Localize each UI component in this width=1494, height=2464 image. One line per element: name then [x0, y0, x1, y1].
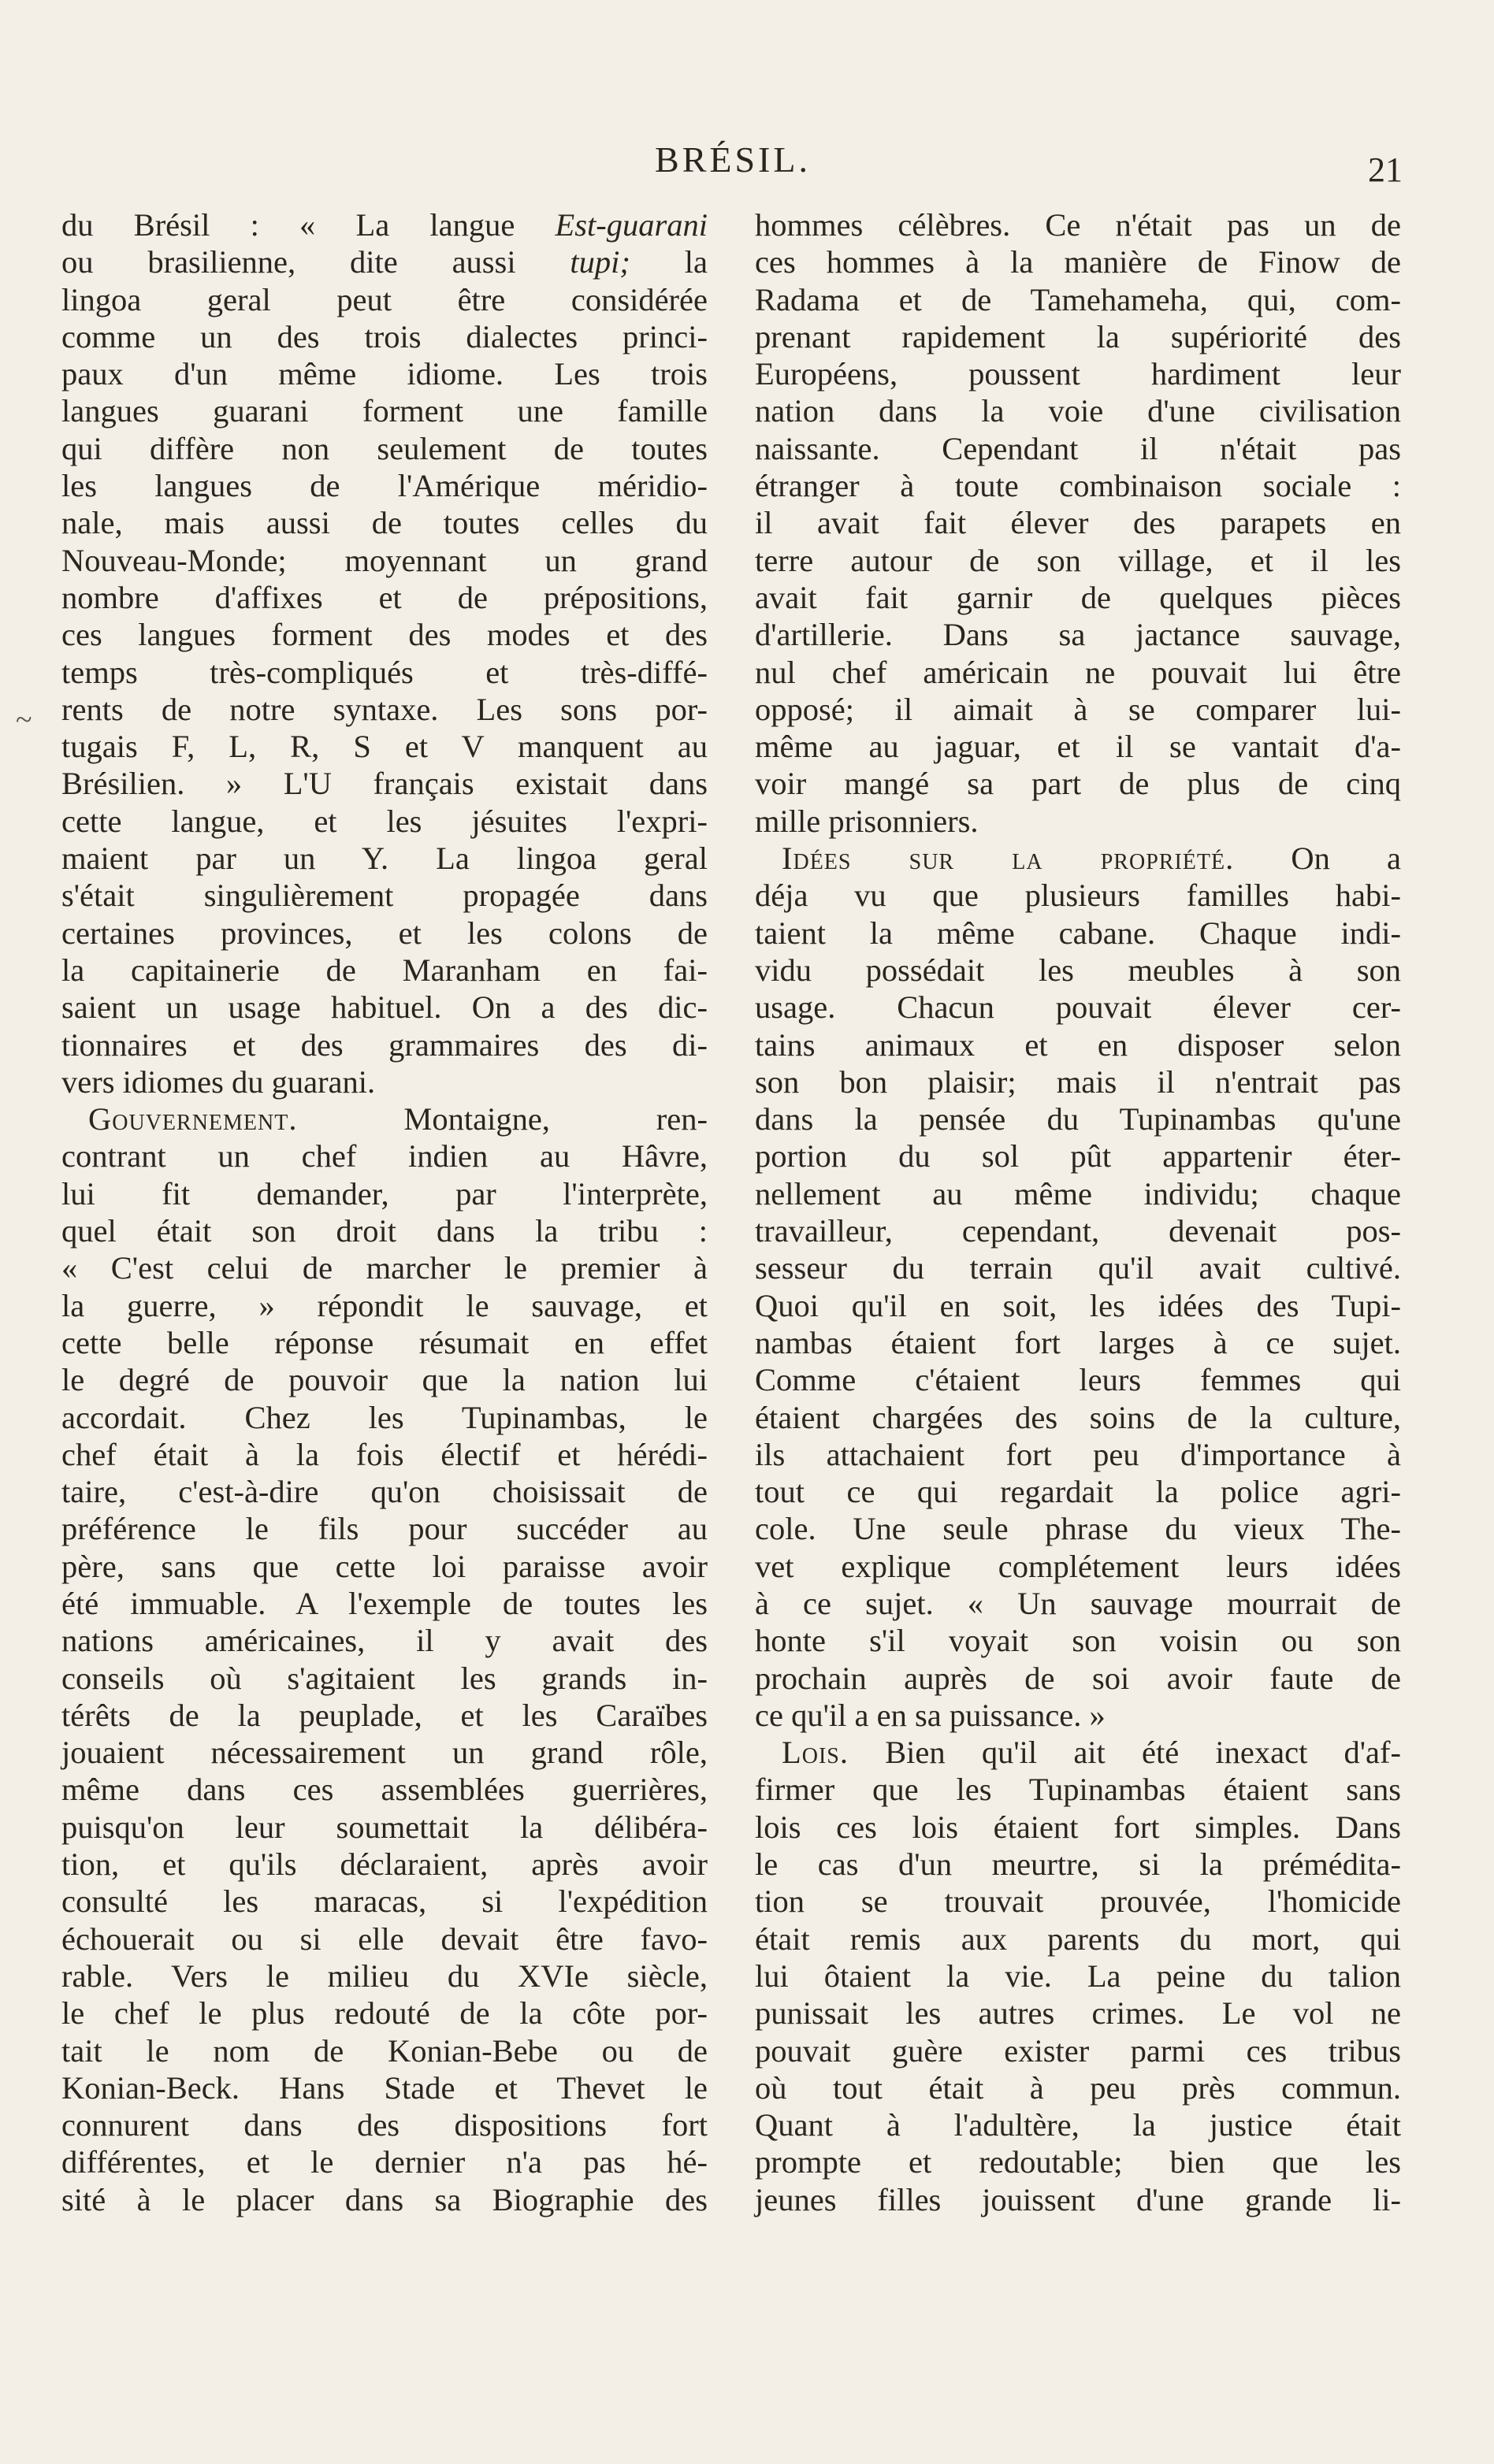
text-line: jeunes filles jouissent d'une grande li-	[755, 2181, 1401, 2217]
text-line: cette belle réponse résumait en effet	[61, 1324, 708, 1360]
text-line: préférence le fils pour succéder au	[61, 1511, 708, 1547]
text-line: Konian-Beck. Hans Stade et Thevet le	[61, 2069, 708, 2106]
text-line: voir mangé sa part de plus de cinq	[755, 766, 1401, 802]
text-line: jouaient nécessairement un grand rôle,	[61, 1735, 708, 1771]
text-line: Quoi qu'il en soit, les idées des Tupi-	[755, 1287, 1401, 1323]
text-line: térêts de la peuplade, et les Caraïbes	[61, 1697, 708, 1733]
text-line: vers idiomes du guarani.	[61, 1063, 376, 1100]
text-line: où tout était à peu près commun.	[755, 2069, 1401, 2106]
page-header	[63, 139, 1403, 194]
text-line: qui diffère non seulement de toutes	[61, 430, 708, 466]
text-line: nellement au même individu; chaque	[755, 1175, 1401, 1212]
text-line: été immuable. A l'exemple de toutes les	[61, 1585, 708, 1621]
text-line: son bon plaisir; mais il n'entrait pas	[755, 1063, 1401, 1100]
text-line: lui ôtaient la vie. La peine du talion	[755, 1957, 1401, 1994]
text-line: tion, et qu'ils déclaraient, après avoir	[61, 1846, 708, 1883]
text-line: firmer que les Tupinambas étaient sans	[755, 1772, 1401, 1808]
text-line: père, sans que cette loi paraisse avoir	[61, 1548, 708, 1584]
text-line: lois ces lois étaient fort simples. Dans	[755, 1809, 1401, 1845]
text-line: naissante. Cependant il n'était pas	[755, 430, 1401, 466]
text-line: nambas étaient fort larges à ce sujet.	[755, 1324, 1401, 1360]
text-line: échouerait ou si elle devait être favo-	[61, 1920, 708, 1957]
text-line: langues guarani forment une famille	[61, 393, 708, 429]
text-line: tait le nom de Konian-Bebe ou de	[61, 2032, 708, 2069]
text-line: les langues de l'Amérique méridio-	[61, 468, 708, 504]
text-line: nations américaines, il y avait des	[61, 1623, 708, 1659]
text-line: consulté les maracas, si l'expédition	[61, 1883, 708, 1920]
text-line: pouvait guère exister parmi ces tribus	[755, 2032, 1401, 2069]
right-text-column	[755, 206, 1401, 2218]
text-line: nale, mais aussi de toutes celles du	[61, 505, 708, 541]
text-line: ces hommes à la manière de Finow de	[755, 244, 1401, 280]
text-line: quel était son droit dans la tribu :	[61, 1213, 708, 1249]
text-line: « C'est celui de marcher le premier à	[61, 1250, 708, 1286]
text-line: Européens, poussent hardiment leur	[755, 356, 1401, 392]
text-line: tionnaires et des grammaires des di-	[61, 1026, 708, 1063]
text-line: la capitainerie de Maranham en fai-	[61, 952, 708, 988]
left-text-column	[61, 206, 708, 2218]
text-line: tains animaux et en disposer selon	[755, 1026, 1401, 1063]
text-line: connurent dans des dispositions fort	[61, 2107, 708, 2143]
text-line: accordait. Chez les Tupinambas, le	[61, 1399, 708, 1435]
page-number: 21	[1368, 150, 1403, 189]
text-line: punissait les autres crimes. Le vol ne	[755, 1995, 1401, 2032]
text-line: étaient chargées des soins de la culture,	[755, 1399, 1401, 1435]
text-line: Comme c'étaient leurs femmes qui	[755, 1362, 1401, 1398]
text-line: taient la même cabane. Chaque indi-	[755, 915, 1401, 951]
text-line: le cas d'un meurtre, si la prémédita-	[755, 1846, 1401, 1883]
text-line: paux d'un même idiome. Les trois	[61, 356, 708, 392]
margin-mark: ~	[16, 703, 32, 737]
text-line: tout ce qui regardait la police agri-	[755, 1474, 1401, 1510]
text-line: Lois. Bien qu'il ait été inexact d'af-	[782, 1735, 1401, 1771]
text-line: puisqu'on leur soumettait la délibéra-	[61, 1809, 708, 1845]
text-line: rents de notre syntaxe. Les sons por-	[61, 691, 708, 727]
text-line: cole. Une seule phrase du vieux The-	[755, 1511, 1401, 1547]
text-line: conseils où s'agitaient les grands in-	[61, 1660, 708, 1696]
text-line: du Brésil : « La langue Est-guarani	[61, 207, 708, 243]
text-line: mille prisonniers.	[755, 803, 979, 839]
text-line: terre autour de son village, et il les	[755, 542, 1401, 578]
text-line: la guerre, » répondit le sauvage, et	[61, 1287, 708, 1323]
text-line: Gouvernement. Montaigne, ren-	[88, 1101, 708, 1137]
text-line: taire, c'est-à-dire qu'on choisissait de	[61, 1474, 708, 1510]
text-line: Brésilien. » L'U français existait dans	[61, 766, 708, 802]
text-line: ces langues forment des modes et des	[61, 617, 708, 653]
text-line: Idées sur la propriété. On a	[782, 841, 1401, 877]
text-line: sesseur du terrain qu'il avait cultivé.	[755, 1250, 1401, 1286]
text-line: il avait fait élever des parapets en	[755, 505, 1401, 541]
text-line: cette langue, et les jésuites l'expri-	[61, 803, 708, 839]
text-line: même dans ces assemblées guerrières,	[61, 1772, 708, 1808]
text-line: saient un usage habituel. On a des dic-	[61, 989, 708, 1026]
text-line: Radama et de Tamehameha, qui, com-	[755, 281, 1401, 317]
text-line: prenant rapidement la supériorité des	[755, 318, 1401, 354]
text-line: lingoa geral peut être considérée	[61, 281, 708, 317]
text-line: même au jaguar, et il se vantait d'a-	[755, 729, 1401, 765]
text-line: usage. Chacun pouvait élever cer-	[755, 989, 1401, 1026]
text-line: travailleur, cependant, devenait pos-	[755, 1213, 1401, 1249]
text-line: certaines provinces, et les colons de	[61, 915, 708, 951]
text-line: avait fait garnir de quelques pièces	[755, 579, 1401, 615]
text-line: à ce sujet. « Un sauvage mourrait de	[755, 1585, 1401, 1621]
text-line: s'était singulièrement propagée dans	[61, 878, 708, 914]
text-line: nation dans la voie d'une civilisation	[755, 393, 1401, 429]
text-line: comme un des trois dialectes princi-	[61, 318, 708, 354]
text-line: temps très-compliqués et très-diffé-	[61, 654, 708, 690]
text-line: sité à le placer dans sa Biographie des	[61, 2181, 708, 2217]
text-line: nul chef américain ne pouvait lui être	[755, 654, 1401, 690]
text-line: lui fit demander, par l'interprète,	[61, 1175, 708, 1212]
text-line: était remis aux parents du mort, qui	[755, 1920, 1401, 1957]
text-line: vidu possédait les meubles à son	[755, 952, 1401, 988]
text-line: portion du sol pût appartenir éter-	[755, 1138, 1401, 1174]
text-line: étranger à toute combinaison sociale :	[755, 468, 1401, 504]
text-line: chef était à la fois électif et hérédi-	[61, 1436, 708, 1472]
text-line: Quant à l'adultère, la justice était	[755, 2107, 1401, 2143]
text-line: vet explique complétement leurs idées	[755, 1548, 1401, 1584]
running-title: BRÉSIL.	[655, 139, 811, 180]
text-line: dans la pensée du Tupinambas qu'une	[755, 1101, 1401, 1137]
text-line: Nouveau-Monde; moyennant un grand	[61, 542, 708, 578]
text-line: maient par un Y. La lingoa geral	[61, 841, 708, 877]
text-line: contrant un chef indien au Hâvre,	[61, 1138, 708, 1174]
text-line: prochain auprès de soi avoir faute de	[755, 1660, 1401, 1696]
text-line: ce qu'il a en sa puissance. »	[755, 1697, 1106, 1733]
text-line: différentes, et le dernier n'a pas hé-	[61, 2144, 708, 2180]
text-line: nombre d'affixes et de prépositions,	[61, 579, 708, 615]
text-line: le degré de pouvoir que la nation lui	[61, 1362, 708, 1398]
text-line: tugais F, L, R, S et V manquent au	[61, 729, 708, 765]
text-line: hommes célèbres. Ce n'était pas un de	[755, 207, 1401, 243]
text-line: prompte et redoutable; bien que les	[755, 2144, 1401, 2180]
text-line: ils attachaient fort peu d'importance à	[755, 1436, 1401, 1472]
text-line: tion se trouvait prouvée, l'homicide	[755, 1883, 1401, 1920]
text-line: ou brasilienne, dite aussi tupi; la	[61, 244, 708, 280]
text-line: déja vu que plusieurs familles habi-	[755, 878, 1401, 914]
text-line: honte s'il voyait son voisin ou son	[755, 1623, 1401, 1659]
text-line: rable. Vers le milieu du XVIe siècle,	[61, 1957, 708, 1994]
text-line: d'artillerie. Dans sa jactance sauvage,	[755, 617, 1401, 653]
text-line: le chef le plus redouté de la côte por-	[61, 1995, 708, 2032]
text-line: opposé; il aimait à se comparer lui-	[755, 691, 1401, 727]
